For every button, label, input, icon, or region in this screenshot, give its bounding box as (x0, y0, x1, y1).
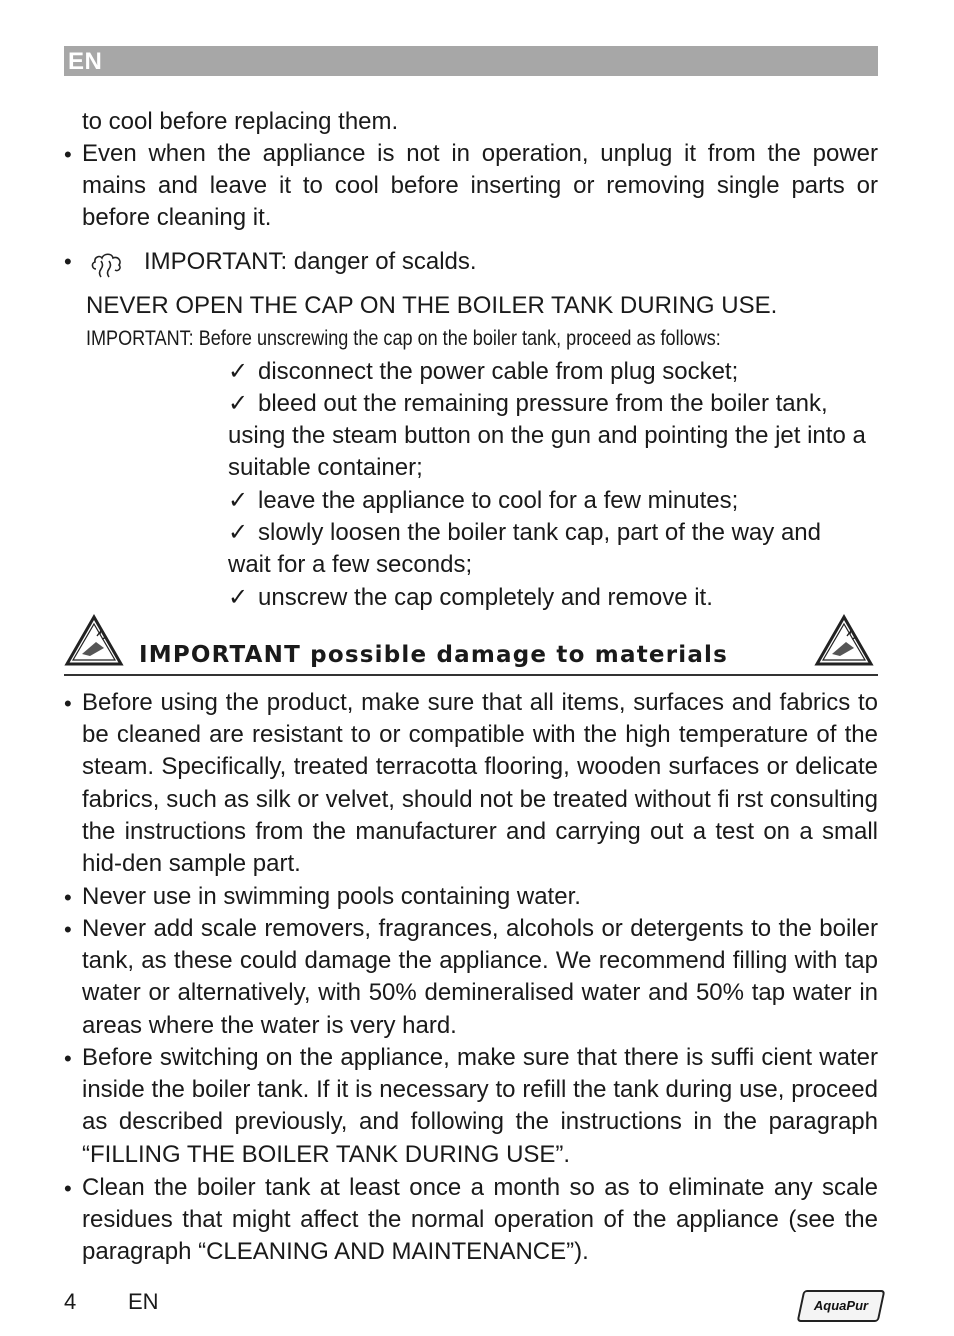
warning-triangle-icon (814, 614, 874, 668)
materials-item-4: Before switching on the appliance, make sure that there is suffi cient water inside the boiler tank. If it is necessary to refill the tank during use, proceed as described previously, and following the instructions in the paragraph “FILLING THE BOILER TANK DURING USE”. (82, 1044, 878, 1168)
never-open-warning: NEVER OPEN THE CAP ON THE BOILER TANK DURING USE. (86, 292, 778, 319)
unplug-paragraph: Even when the appliance is not in operation, unplug it from the power mains and leave it to cool before inserting or removing single parts or before cleaning it. (82, 140, 878, 232)
materials-item-1: Before using the product, make sure that all items, surfaces and fabrics to be cleaned are resistant to or compatible with the high temperature of the steam. Specifically, treated terracotta flooring, wooden surfaces or delicate fabrics, such as silk or velvet, should not be treated without fi rst consulting the instructions from the manufacturer and carrying out a test on a small hid-den sample part. (82, 689, 878, 878)
section-divider (64, 674, 878, 676)
bullet-dot: • (64, 917, 72, 942)
language-bar (64, 46, 878, 76)
language-label: EN (68, 48, 103, 75)
page-number: 4 (64, 1289, 77, 1314)
step-4: slowly loosen the boiler tank cap, part of the way and wait for a few seconds; (228, 519, 821, 578)
step-5: unscrew the cap completely and remove it. (258, 584, 713, 611)
bullet-dot: • (64, 1176, 72, 1201)
footer-language: EN (128, 1289, 159, 1314)
before-unscrewing-note: IMPORTANT: Before unscrewing the cap on the boiler tank, proceed as follows: (86, 327, 721, 350)
materials-item-5: Clean the boiler tank at least once a month so as to eliminate any scale residues that might affect the normal operation of the appliance (see the paragraph “CLEANING AND MAINTENANCE”). (82, 1174, 878, 1266)
checkmark-icon: ✓ (228, 584, 249, 611)
step-1: disconnect the power cable from plug socket; (258, 358, 739, 385)
brand-logo (797, 1290, 886, 1322)
bullet-dot: • (64, 1046, 72, 1071)
scald-warning: IMPORTANT: danger of scalds. (144, 248, 477, 275)
bullet-dot: • (64, 691, 72, 716)
steam-scald-icon (88, 243, 126, 279)
materials-item-2: Never use in swimming pools containing water. (82, 883, 581, 910)
warning-triangle-icon (64, 614, 124, 668)
bullet-dot: • (64, 885, 72, 910)
checkmark-icon: ✓ (228, 390, 249, 417)
checkmark-icon: ✓ (228, 519, 249, 546)
section-title: IMPORTANT possible damage to materials (139, 642, 729, 668)
step-2: bleed out the remaining pressure from the boiler tank, using the steam button on the gun and pointing the jet into a suitable container; (228, 390, 866, 481)
checkmark-icon: ✓ (228, 358, 249, 385)
bullet-dot: • (64, 142, 72, 167)
materials-item-3: Never add scale removers, fragrances, alcohols or detergents to the boiler tank, as these could damage the appliance. We recommend filling with tap water or alternatively, with 50% demineralised water and 50% tap water in areas where the water is very hard. (82, 915, 878, 1039)
step-3: leave the appliance to cool for a few minutes; (258, 487, 739, 514)
continued-text: to cool before replacing them. (82, 108, 399, 135)
checkmark-icon: ✓ (228, 487, 249, 514)
bullet-dot: • (64, 249, 72, 274)
brand-logo-text: AquaPur (813, 1298, 869, 1313)
